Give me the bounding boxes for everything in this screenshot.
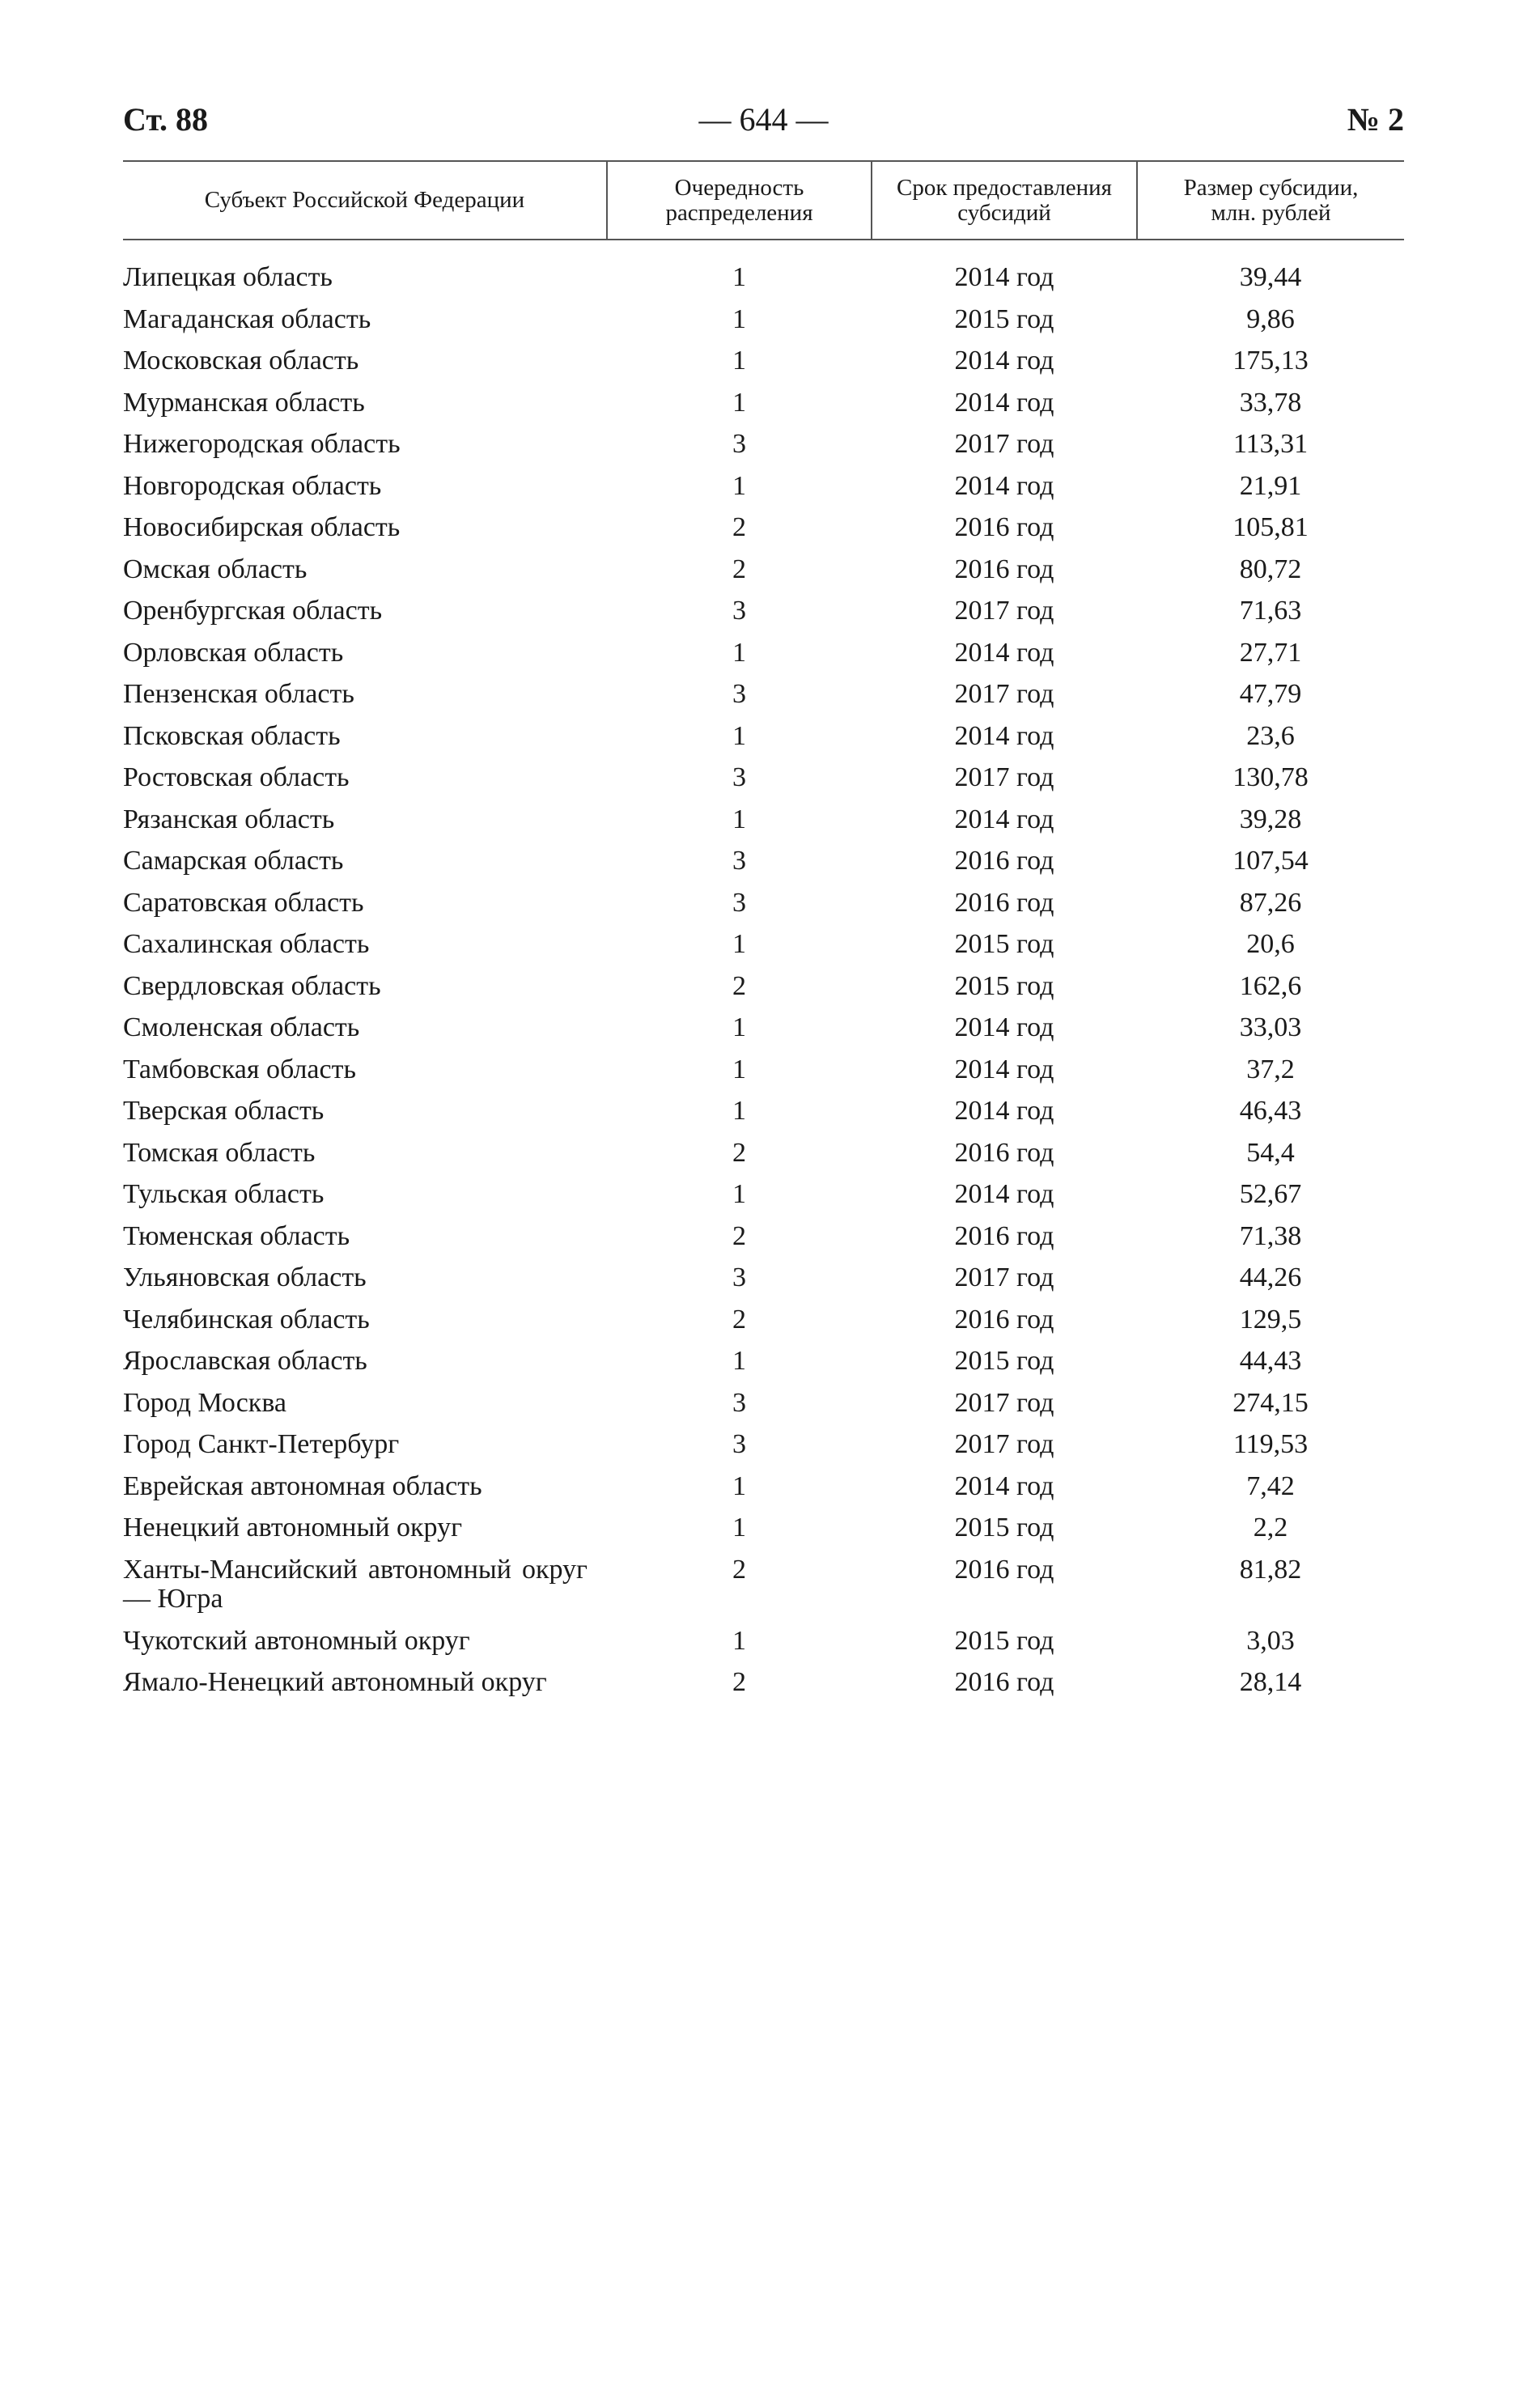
subsidy-period: 2014 год	[954, 346, 1054, 376]
subsidy-amount: 130,78	[1232, 762, 1309, 792]
distribution-order: 1	[732, 637, 746, 668]
table-row	[123, 513, 1404, 555]
subsidy-amount: 3,03	[1246, 1625, 1295, 1656]
distribution-order: 1	[732, 1346, 746, 1376]
region-name	[123, 1305, 607, 1347]
region-name	[123, 472, 607, 514]
subsidy-period: 2015 год	[954, 1346, 1054, 1376]
table-row	[123, 1180, 1404, 1222]
subsidy-amount: 175,13	[1232, 346, 1309, 376]
subsidy-amount: 39,44	[1239, 262, 1302, 292]
subsidy-period: 2016 год	[954, 1304, 1054, 1335]
region-name-text: Псковская область	[123, 720, 341, 751]
region-name	[123, 388, 607, 431]
subsidy-amount: 105,81	[1232, 512, 1309, 542]
region-name-text: Новгородская область	[123, 470, 382, 501]
distribution-order: 1	[732, 720, 746, 751]
region-name-text: Пензенская область	[123, 679, 354, 709]
subsidy-amount: 274,15	[1232, 1387, 1309, 1418]
region-name-text: Тверская область	[123, 1096, 325, 1126]
subsidy-period: 2017 год	[954, 596, 1054, 626]
subsidy-amount: 81,82	[1239, 1554, 1302, 1585]
subsidy-table	[123, 160, 1404, 1710]
region-name	[123, 1222, 607, 1264]
region-name	[123, 596, 607, 639]
distribution-order: 3	[732, 887, 746, 918]
table-row	[123, 1139, 1404, 1181]
subsidy-period: 2016 год	[954, 846, 1054, 876]
subsidy-amount: 46,43	[1239, 1096, 1302, 1126]
region-name	[123, 847, 607, 889]
region-name	[123, 930, 607, 972]
subsidy-amount: 71,63	[1239, 596, 1302, 626]
subsidy-period: 2015 год	[954, 929, 1054, 959]
subsidy-amount: 37,2	[1246, 1054, 1295, 1084]
subsidy-period: 2017 год	[954, 762, 1054, 792]
subsidy-period: 2014 год	[954, 387, 1054, 418]
column-header-line: Размер субсидии,	[1183, 174, 1359, 201]
table-row	[123, 1222, 1404, 1264]
distribution-order: 1	[732, 303, 746, 334]
article-number: Ст. 88	[123, 101, 208, 138]
region-name	[123, 263, 607, 305]
region-name-text: Сахалинская область	[123, 929, 370, 959]
region-name-text: Ненецкий автономный округ	[123, 1513, 463, 1542]
region-name	[123, 305, 607, 347]
distribution-order: 1	[732, 1513, 746, 1542]
table-row	[123, 1513, 1404, 1555]
subsidy-amount: 162,6	[1239, 970, 1302, 1001]
distribution-order: 1	[732, 804, 746, 834]
distribution-order: 3	[732, 1262, 746, 1292]
table-row	[123, 430, 1404, 472]
subsidy-period: 2015 год	[954, 1625, 1054, 1656]
region-name	[123, 1513, 607, 1555]
table-row	[123, 930, 1404, 972]
region-name	[123, 1097, 607, 1139]
region-name-text: Город Санкт-Петербург	[123, 1429, 400, 1459]
distribution-order: 3	[732, 596, 746, 626]
subsidy-amount: 39,28	[1239, 804, 1302, 834]
subsidy-period: 2017 год	[954, 429, 1054, 459]
subsidy-amount: 129,5	[1239, 1304, 1302, 1335]
region-name	[123, 1627, 607, 1669]
table-row	[123, 763, 1404, 805]
region-name	[123, 430, 607, 472]
region-name-text: Новосибирская область	[123, 512, 401, 542]
table-row	[123, 972, 1404, 1014]
page-header	[123, 95, 1404, 144]
table-row	[123, 472, 1404, 514]
distribution-order: 2	[732, 1304, 746, 1335]
subsidy-period: 2014 год	[954, 637, 1054, 668]
subsidy-period: 2016 год	[954, 1220, 1054, 1251]
subsidy-period: 2014 год	[954, 470, 1054, 501]
subsidy-period: 2017 год	[954, 1387, 1054, 1418]
subsidy-period: 2016 год	[954, 887, 1054, 918]
subsidy-period: 2016 год	[954, 1667, 1054, 1697]
subsidy-period: 2017 год	[954, 679, 1054, 709]
table-row	[123, 1263, 1404, 1305]
table-row	[123, 1627, 1404, 1669]
region-name-text: Ярославская область	[123, 1346, 367, 1376]
region-name	[123, 1180, 607, 1222]
column-header-line: млн. рублей	[1211, 199, 1331, 226]
subsidy-period: 2015 год	[954, 1513, 1054, 1542]
subsidy-period: 2014 год	[954, 1012, 1054, 1042]
region-name	[123, 1139, 607, 1181]
region-name	[123, 1263, 607, 1305]
distribution-order: 3	[732, 429, 746, 459]
table-row	[123, 1347, 1404, 1389]
distribution-order: 2	[732, 1554, 746, 1585]
distribution-order: 1	[732, 1625, 746, 1656]
region-name-text: Еврейская автономная область	[123, 1470, 482, 1501]
table-header	[123, 161, 1404, 240]
distribution-order: 1	[732, 1012, 746, 1042]
subsidy-period: 2014 год	[954, 1054, 1054, 1084]
region-name	[123, 1555, 607, 1627]
table-row	[123, 305, 1404, 347]
subsidy-amount: 33,03	[1239, 1012, 1302, 1042]
column-header-line: Очередность	[674, 174, 804, 201]
subsidy-period: 2014 год	[954, 1470, 1054, 1501]
region-name	[123, 1668, 607, 1710]
subsidy-amount: 9,86	[1246, 303, 1295, 334]
region-name-text: Московская область	[123, 346, 359, 376]
table-row	[123, 263, 1404, 305]
region-name	[123, 805, 607, 847]
region-name-text: Липецкая область	[123, 262, 333, 292]
region-name-text: Челябинская область	[123, 1304, 370, 1335]
region-name	[123, 680, 607, 722]
subsidy-amount: 119,53	[1232, 1429, 1309, 1459]
region-name-text: Ульяновская область	[123, 1262, 367, 1292]
region-name-text: Мурманская область	[123, 387, 365, 418]
table-row	[123, 1472, 1404, 1514]
column-header-line: Срок предоставления	[897, 174, 1112, 201]
column-header-period	[872, 161, 1137, 240]
subsidy-period: 2016 год	[954, 554, 1054, 584]
table-row	[123, 1389, 1404, 1431]
column-header-line: субсидий	[957, 199, 1051, 226]
distribution-order: 1	[732, 1054, 746, 1084]
subsidy-period: 2015 год	[954, 303, 1054, 334]
table-row	[123, 1430, 1404, 1472]
table-row	[123, 680, 1404, 722]
subsidy-amount: 54,4	[1246, 1137, 1295, 1168]
subsidy-period: 2016 год	[954, 1137, 1054, 1168]
table-row	[123, 722, 1404, 764]
subsidy-period: 2016 год	[954, 512, 1054, 542]
subsidy-amount: 44,43	[1239, 1346, 1302, 1376]
subsidy-period: 2015 год	[954, 970, 1054, 1001]
region-name-text: Ростовская область	[123, 762, 350, 792]
table-row	[123, 346, 1404, 388]
subsidy-amount: 28,14	[1239, 1667, 1302, 1697]
subsidy-period: 2014 год	[954, 720, 1054, 751]
distribution-order: 2	[732, 512, 746, 542]
distribution-order: 3	[732, 679, 746, 709]
column-header-line: Субъект Российской Федерации	[204, 187, 525, 213]
distribution-order: 2	[732, 1667, 746, 1697]
region-name	[123, 555, 607, 597]
region-name-text: Тюменская область	[123, 1220, 350, 1251]
subsidy-amount: 7,42	[1246, 1470, 1295, 1501]
table-row	[123, 1555, 1404, 1627]
table-row	[123, 1013, 1404, 1055]
distribution-order: 1	[732, 929, 746, 959]
subsidy-amount: 21,91	[1239, 470, 1302, 501]
distribution-order: 3	[732, 762, 746, 792]
region-name	[123, 1389, 607, 1431]
issue-number: № 2	[1347, 101, 1404, 138]
subsidy-amount: 27,71	[1239, 637, 1302, 668]
subsidy-period: 2016 год	[954, 1554, 1054, 1585]
subsidy-amount: 23,6	[1246, 720, 1295, 751]
column-header-line: распределения	[665, 199, 813, 226]
subsidy-amount: 52,67	[1239, 1179, 1302, 1209]
distribution-order: 2	[732, 970, 746, 1001]
distribution-order: 1	[732, 262, 746, 292]
region-name	[123, 513, 607, 555]
subsidy-table-container	[123, 160, 1404, 1710]
table-body	[123, 240, 1404, 1710]
subsidy-period: 2014 год	[954, 262, 1054, 292]
table-row	[123, 555, 1404, 597]
subsidy-amount: 33,78	[1239, 387, 1302, 418]
subsidy-period: 2014 год	[954, 804, 1054, 834]
region-name-text: Нижегородская область	[123, 429, 401, 459]
subsidy-period: 2014 год	[954, 1096, 1054, 1126]
subsidy-amount: 44,26	[1239, 1262, 1302, 1292]
subsidy-amount: 107,54	[1232, 846, 1309, 876]
region-name-text: Смоленская область	[123, 1012, 360, 1042]
region-name	[123, 1013, 607, 1055]
region-name	[123, 722, 607, 764]
region-name-text: Омская область	[123, 554, 308, 584]
region-name-text: Оренбургская область	[123, 596, 383, 626]
region-name	[123, 763, 607, 805]
column-header-subject	[123, 161, 607, 240]
page-number: — 644 —	[698, 101, 829, 138]
distribution-order: 1	[732, 346, 746, 376]
subsidy-amount: 71,38	[1239, 1220, 1302, 1251]
region-name	[123, 1472, 607, 1514]
region-name	[123, 889, 607, 931]
distribution-order: 1	[732, 1096, 746, 1126]
table-row	[123, 1305, 1404, 1347]
region-name	[123, 1055, 607, 1097]
region-name-text: Ханты-Мансийский автономный округ — Югра	[123, 1554, 588, 1614]
distribution-order: 3	[732, 1429, 746, 1459]
region-name	[123, 1347, 607, 1389]
subsidy-amount: 47,79	[1239, 679, 1302, 709]
table-row	[123, 1097, 1404, 1139]
subsidy-amount: 80,72	[1239, 554, 1302, 584]
region-name	[123, 639, 607, 681]
region-name-text: Саратовская область	[123, 887, 364, 918]
region-name-text: Рязанская область	[123, 804, 335, 834]
table-row	[123, 388, 1404, 431]
distribution-order: 2	[732, 1220, 746, 1251]
column-header-amount	[1137, 161, 1404, 240]
subsidy-period: 2017 год	[954, 1262, 1054, 1292]
table-row	[123, 639, 1404, 681]
subsidy-amount: 20,6	[1246, 929, 1295, 959]
distribution-order: 1	[732, 1470, 746, 1501]
subsidy-amount: 87,26	[1239, 887, 1302, 918]
region-name-text: Чукотский автономный округ	[123, 1625, 470, 1656]
distribution-order: 1	[732, 387, 746, 418]
region-name-text: Орловская область	[123, 637, 344, 668]
column-header-order	[607, 161, 872, 240]
distribution-order: 1	[732, 470, 746, 501]
region-name-text: Ямало-Ненецкий автономный округ	[123, 1667, 547, 1697]
region-name-text: Город Москва	[123, 1387, 287, 1418]
subsidy-period: 2014 год	[954, 1179, 1054, 1209]
distribution-order: 2	[732, 554, 746, 584]
table-row	[123, 1055, 1404, 1097]
subsidy-amount: 113,31	[1232, 429, 1309, 459]
table-row	[123, 596, 1404, 639]
region-name-text: Магаданская область	[123, 303, 371, 334]
subsidy-amount: 2,2	[1253, 1513, 1288, 1542]
region-name	[123, 1430, 607, 1472]
region-name	[123, 346, 607, 388]
subsidy-period: 2017 год	[954, 1429, 1054, 1459]
region-name-text: Тамбовская область	[123, 1054, 356, 1084]
region-name-text: Свердловская область	[123, 970, 381, 1001]
region-name	[123, 972, 607, 1014]
table-row	[123, 847, 1404, 889]
region-name-text: Тульская область	[123, 1179, 325, 1209]
distribution-order: 3	[732, 1387, 746, 1418]
table-row	[123, 805, 1404, 847]
region-name-text: Томская область	[123, 1137, 316, 1168]
table-row	[123, 889, 1404, 931]
distribution-order: 3	[732, 846, 746, 876]
distribution-order: 2	[732, 1137, 746, 1168]
table-row	[123, 1668, 1404, 1710]
region-name-text: Самарская область	[123, 846, 344, 876]
distribution-order: 1	[732, 1179, 746, 1209]
